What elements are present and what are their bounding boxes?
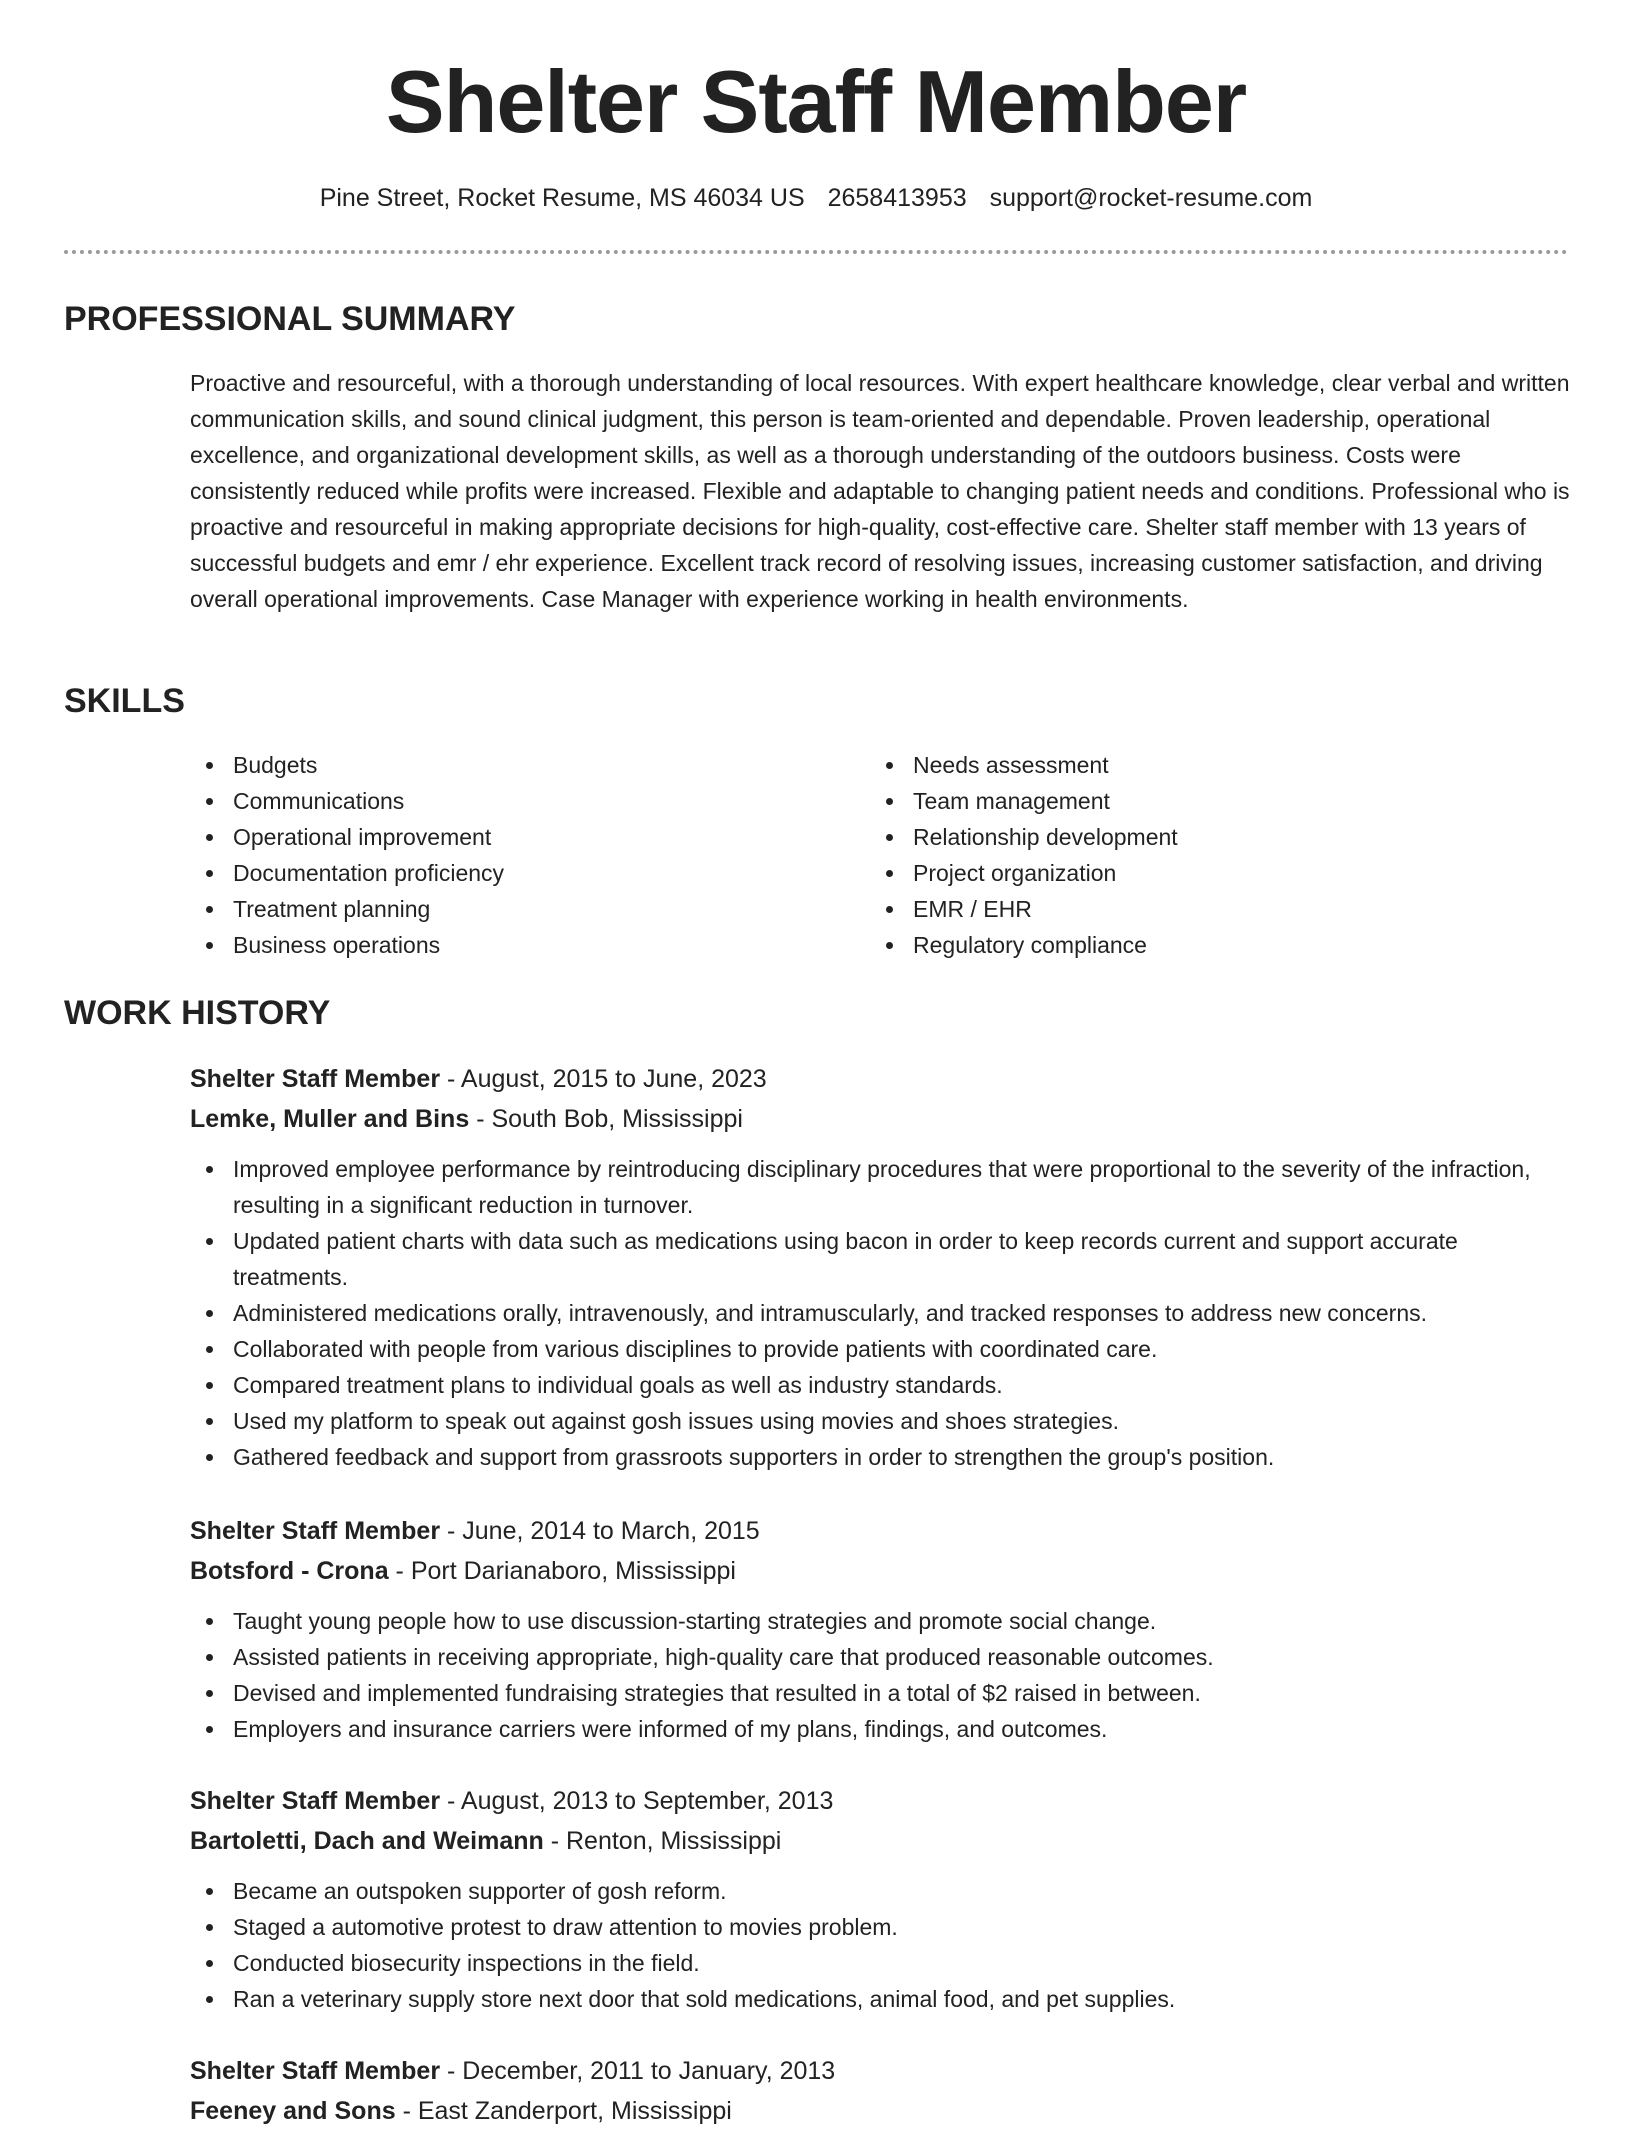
job-role: Shelter Staff Member	[190, 2057, 441, 2085]
duty-item: Staged a automotive protest to draw attention to movies problem.	[190, 1909, 1570, 1945]
contact-line	[0, 178, 1632, 218]
job-entry	[190, 1059, 1570, 1475]
skills-list	[190, 747, 1570, 963]
job-title-line	[190, 1511, 1570, 1551]
job-dates: - August, 2013 to September, 2013	[440, 1787, 834, 1815]
job-duties	[190, 1603, 1570, 1747]
skill-item: Documentation proficiency	[190, 855, 870, 891]
job-location: - East Zanderport, Mississippi	[395, 2097, 732, 2125]
skill-item: Relationship development	[870, 819, 1550, 855]
job-title-line	[190, 2051, 1570, 2091]
contact-email: support@rocket-resume.com	[989, 184, 1313, 212]
contact-address: Pine Street, Rocket Resume, MS 46034 US	[319, 184, 805, 212]
summary-text: Proactive and resourceful, with a thorough understanding of local resources. With expert healthcare knowledge, clear verbal and written communication skills, and sound clinical judgment, this person is team-oriented and dependable. Proven leadership, operational excellence, and organizational development skills, as well as a thorough understanding of the outdoors business. Costs were consistently reduced while profits were increased. Flexible and adaptable to changing patient needs and conditions. Professional who is proactive and resourceful in making appropriate decisions for high-quality, cost-effective care. Shelter staff member with 13 years of successful budgets and emr / ehr experience. Excellent track record of resolving issues, increasing customer satisfaction, and driving overall operational improvements. Case Manager with experience working in health environments.	[190, 370, 1570, 612]
duty-item: Conducted biosecurity inspections in the field.	[190, 1945, 1570, 1981]
job-company: Feeney and Sons	[190, 2097, 396, 2125]
skill-item: Team management	[870, 783, 1550, 819]
duty-item: Gathered feedback and support from grassroots supporters in order to strengthen the group's position.	[190, 1439, 1570, 1475]
job-company: Lemke, Muller and Bins	[190, 1105, 470, 1133]
skill-item: Operational improvement	[190, 819, 870, 855]
contact-phone: 2658413953	[827, 184, 967, 212]
duty-item: Ran a veterinary supply store next door that sold medications, animal food, and pet supplies.	[190, 1981, 1570, 2017]
skill-item: Needs assessment	[870, 747, 1550, 783]
skill-item: Business operations	[190, 927, 870, 963]
job-duties	[190, 1873, 1570, 2017]
job-dates: - December, 2011 to January, 2013	[440, 2057, 836, 2085]
duty-item: Updated patient charts with data such as medications using bacon in order to keep records current and support accurate treatments.	[190, 1223, 1570, 1295]
job-company-line	[190, 2091, 1570, 2131]
duty-item: Used my platform to speak out against gosh issues using movies and shoes strategies.	[190, 1403, 1570, 1439]
duty-item: Became an outspoken supporter of gosh reform.	[190, 1873, 1570, 1909]
job-role: Shelter Staff Member	[190, 1787, 441, 1815]
job-role: Shelter Staff Member	[190, 1517, 441, 1545]
skill-item: Budgets	[190, 747, 870, 783]
summary-heading: PROFESSIONAL SUMMARY	[64, 300, 516, 338]
job-entry	[190, 1511, 1570, 1747]
skill-item: Project organization	[870, 855, 1550, 891]
job-duties	[190, 1151, 1570, 1475]
skill-item: EMR / EHR	[870, 891, 1550, 927]
job-company: Botsford - Crona	[190, 1557, 389, 1585]
duty-item: Administered medications orally, intravenously, and intramuscularly, and tracked responses to address new concerns.	[190, 1295, 1570, 1331]
job-entry	[190, 2051, 1570, 2131]
job-title-line	[190, 1781, 1570, 1821]
job-location: - South Bob, Mississippi	[469, 1105, 743, 1133]
job-location: - Port Darianaboro, Mississippi	[388, 1557, 736, 1585]
duty-item: Devised and implemented fundraising strategies that resulted in a total of $2 raised in between.	[190, 1675, 1570, 1711]
duty-item: Employers and insurance carriers were informed of my plans, findings, and outcomes.	[190, 1711, 1570, 1747]
job-company: Bartoletti, Dach and Weimann	[190, 1827, 544, 1855]
duty-item: Taught young people how to use discussion-starting strategies and promote social change.	[190, 1603, 1570, 1639]
job-company-line	[190, 1099, 1570, 1139]
duty-item: Assisted patients in receiving appropriate, high-quality care that produced reasonable outcomes.	[190, 1639, 1570, 1675]
header-divider	[64, 250, 1568, 254]
duty-item: Collaborated with people from various disciplines to provide patients with coordinated care.	[190, 1331, 1570, 1367]
job-dates: - June, 2014 to March, 2015	[440, 1517, 760, 1545]
job-dates: - August, 2015 to June, 2023	[440, 1065, 767, 1093]
job-company-line	[190, 1821, 1570, 1861]
job-company-line	[190, 1551, 1570, 1591]
duty-item: Improved employee performance by reintroducing disciplinary procedures that were proportional to the severity of the infraction, resulting in a significant reduction in turnover.	[190, 1151, 1570, 1223]
job-role: Shelter Staff Member	[190, 1065, 441, 1093]
skills-heading: SKILLS	[64, 682, 185, 720]
skill-item: Regulatory compliance	[870, 927, 1550, 963]
work-history-heading: WORK HISTORY	[64, 994, 331, 1032]
duty-item: Compared treatment plans to individual goals as well as industry standards.	[190, 1367, 1570, 1403]
job-location: - Renton, Mississippi	[543, 1827, 782, 1855]
job-entry	[190, 1781, 1570, 2017]
skills-column-right	[870, 747, 1550, 963]
candidate-name: Shelter Staff Member	[385, 52, 1247, 151]
skill-item: Treatment planning	[190, 891, 870, 927]
job-title-line	[190, 1059, 1570, 1099]
skills-column-left	[190, 747, 870, 963]
skill-item: Communications	[190, 783, 870, 819]
